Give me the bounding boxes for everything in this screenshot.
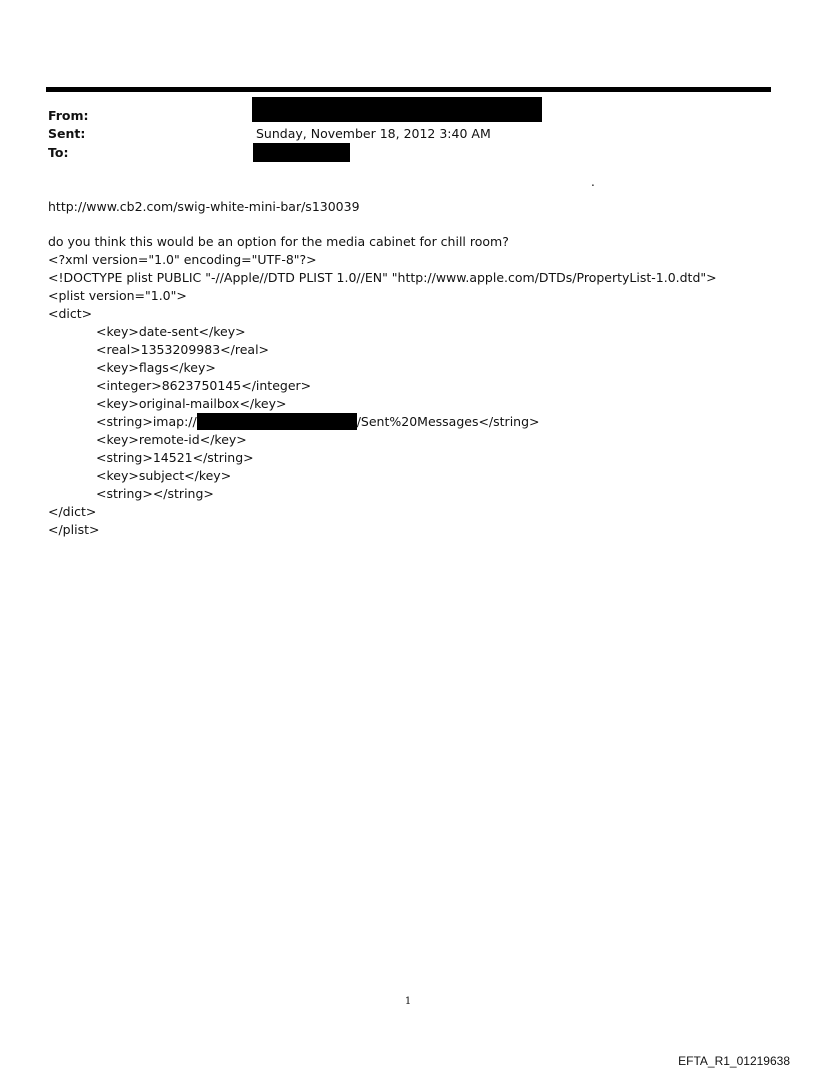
- redacted-mailbox: [197, 413, 357, 430]
- plist-close: </plist>: [48, 522, 100, 537]
- header-divider: [46, 87, 771, 92]
- dict-line: <key>original-mailbox</key>: [96, 396, 287, 411]
- sent-row: [48, 125, 85, 143]
- from-label: From:: [48, 108, 89, 123]
- doctype-line: <!DOCTYPE plist PUBLIC "-//Apple//DTD PLIST 1.0//EN" "http://www.apple.com/DTDs/PropertyList-1.0.dtd">: [48, 270, 717, 285]
- from-row: [48, 107, 89, 125]
- redacted-to-value: [253, 143, 350, 162]
- imap-suffix: /Sent%20Messages</string>: [356, 414, 540, 429]
- dict-line: <key>flags</key>: [96, 360, 216, 375]
- dict-line: <key>remote-id</key>: [96, 432, 247, 447]
- page-number: 1: [404, 996, 412, 1007]
- xml-declaration: <?xml version="1.0" encoding="UTF-8"?>: [48, 252, 317, 267]
- dict-line: <key>date-sent</key>: [96, 324, 246, 339]
- dict-line: <string>14521</string>: [96, 450, 254, 465]
- imap-line: [96, 413, 540, 431]
- dict-line: <string></string>: [96, 486, 214, 501]
- redacted-from-value: [252, 97, 542, 122]
- plist-open: <plist version="1.0">: [48, 288, 187, 303]
- dict-line: <integer>8623750145</integer>: [96, 378, 312, 393]
- message-text: do you think this would be an option for the media cabinet for chill room?: [48, 234, 509, 249]
- sent-value: Sunday, November 18, 2012 3:40 AM: [256, 126, 491, 141]
- dict-open: <dict>: [48, 306, 93, 321]
- sent-label: Sent:: [48, 126, 86, 141]
- product-url: http://www.cb2.com/swig-white-mini-bar/s130039: [48, 199, 360, 214]
- dict-line: <real>1353209983</real>: [96, 342, 270, 357]
- to-row: [48, 144, 68, 162]
- imap-prefix: <string>imap://: [96, 414, 197, 429]
- dict-close: </dict>: [48, 504, 97, 519]
- document-id: EFTA_R1_01219638: [678, 1054, 790, 1068]
- stray-mark: .: [591, 175, 595, 189]
- dict-line: <key>subject</key>: [96, 468, 232, 483]
- to-label: To:: [48, 145, 69, 160]
